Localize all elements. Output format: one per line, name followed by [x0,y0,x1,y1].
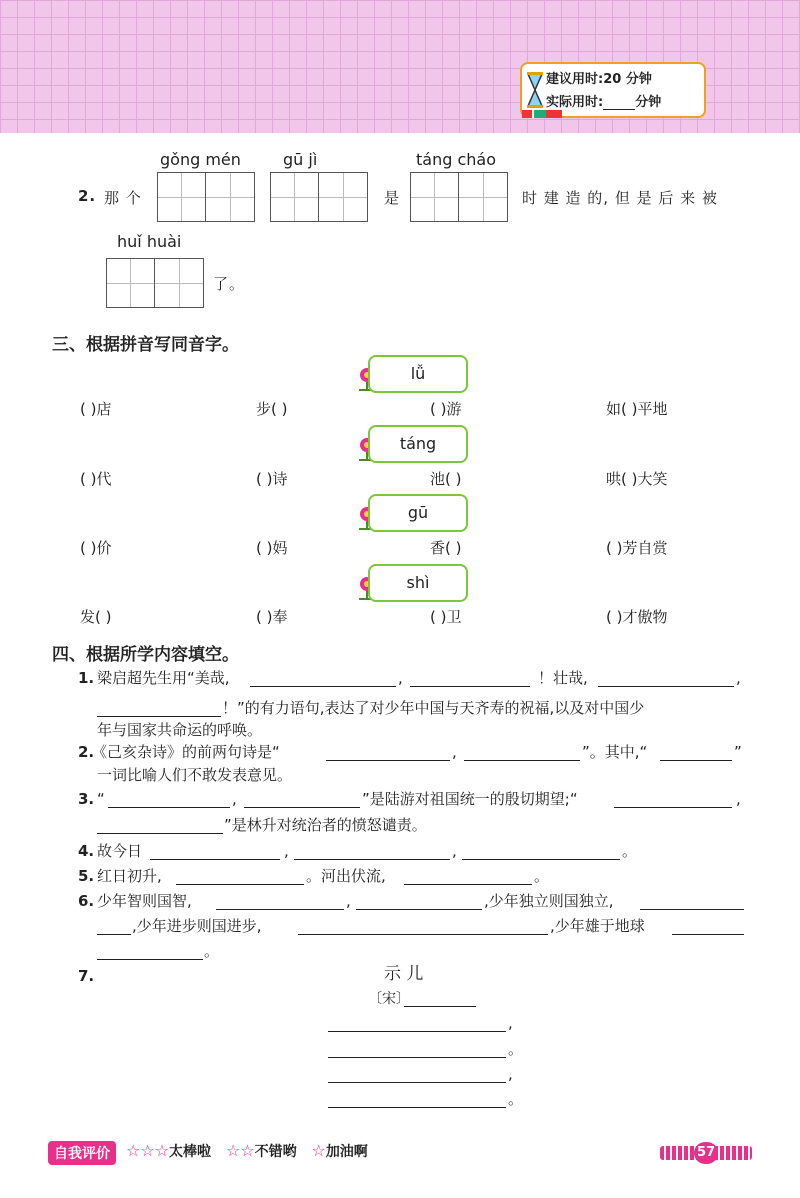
tongyin-item[interactable]: 香( ) [430,539,462,557]
tongyin-item[interactable]: ( )妈 [256,539,288,557]
poem-dynasty: 〔宋〕 [368,991,410,1007]
pinyin-gongmen: gǒng mén [160,150,241,169]
q4-1-text-a: 梁启超先生用“美哉, [97,669,230,687]
q4-2-text-d: 一词比喻人们不敢发表意见。 [97,766,293,784]
answer-blank[interactable] [97,715,221,717]
answer-blank[interactable] [404,883,532,885]
comma: , [452,743,457,761]
q4-2-number: 2. [78,743,95,761]
answer-blank[interactable] [614,806,732,808]
poem-line-blank[interactable] [328,1030,506,1032]
section4-title: 四、根据所学内容填空。 [52,645,239,665]
suggested-time: 建议用时:20 分钟 [546,72,652,87]
tongyin-item[interactable]: 如( )平地 [606,400,668,418]
answer-blank[interactable] [108,806,230,808]
q4-5-text-b: 。河出伏流, [306,867,386,885]
q4-6-text-a: 少年智则国智, [97,892,192,910]
answer-blank[interactable] [250,685,396,687]
answer-blank[interactable] [598,685,734,687]
tongyin-item[interactable]: 哄( )大笑 [606,470,668,488]
answer-blank[interactable] [672,933,744,935]
hourglass-icon [526,72,544,108]
answer-grid-huihuai[interactable] [106,258,204,308]
answer-blank[interactable] [326,759,450,761]
tongyin-item[interactable]: ( )代 [80,470,112,488]
q4-6-number: 6. [78,892,95,910]
comma: , [398,669,403,687]
q4-4-text-a: 故今日 [97,842,143,860]
q2-tail: 了。 [213,275,246,293]
tongyin-item[interactable]: 池( ) [430,470,462,488]
comma: , [736,790,741,808]
period: 。 [204,942,220,960]
comma: , [736,669,741,687]
pinyin-box-shi: shì [368,564,468,602]
period: 。 [534,867,550,885]
q2-text-end: 时 建 造 的, 但 是 后 来 被 [522,189,718,207]
comma: , [232,790,237,808]
answer-blank[interactable] [660,759,732,761]
q4-3-text-a: “ [97,790,105,808]
q2-text-start: 那 个 [104,189,142,207]
answer-blank[interactable] [216,908,344,910]
q2-mid: 是 [384,189,401,207]
answer-blank[interactable] [410,685,530,687]
answer-blank[interactable] [97,933,131,935]
section3-title: 三、根据拼音写同音字。 [52,335,239,355]
answer-blank[interactable] [294,858,450,860]
answer-blank[interactable] [356,908,482,910]
tongyin-item[interactable]: ( )奉 [256,608,288,626]
poem-title: 示 儿 [384,964,424,984]
q4-2-text-c: ” [734,743,742,761]
comma: , [452,842,457,860]
q4-3-number: 3. [78,790,95,808]
pinyin-tangchao: táng cháo [416,150,496,169]
q4-4-number: 4. [78,842,95,860]
answer-grid-tangchao[interactable] [410,172,508,222]
pinyin-guji: gū jì [283,150,318,169]
comma: , [508,1014,513,1032]
q4-6-text-c: ,少年进步则国进步, [132,917,262,935]
star-icon[interactable]: ☆ [311,1141,326,1160]
q4-1-text-d: 年与国家共命运的呼唤。 [97,721,263,739]
self-eval-tag: 自我评价 [48,1141,116,1165]
pinyin-huihuai: huǐ huài [117,232,182,251]
page-number: 57 [694,1142,718,1164]
star-icon[interactable]: ☆☆ [225,1141,255,1160]
q4-6-text-d: ,少年雄于地球 [550,917,645,935]
poem-line-blank[interactable] [328,1106,506,1108]
comma: , [346,892,351,910]
q4-5-text-a: 红日初升, [97,867,162,885]
tongyin-item[interactable]: ( )店 [80,400,112,418]
pinyin-box-tang: táng [368,425,468,463]
star-icon[interactable]: ☆☆☆ [126,1141,170,1160]
tongyin-item[interactable]: 步( ) [256,400,288,418]
poem-author-blank[interactable] [404,1005,476,1007]
poem-line-blank[interactable] [328,1056,506,1058]
poem-line-blank[interactable] [328,1081,506,1083]
q4-3-text-b: ”是陆游对祖国统一的殷切期望;“ [362,790,578,808]
answer-blank[interactable] [462,858,620,860]
q4-2-text-b: ”。其中,“ [582,743,648,761]
tongyin-item[interactable]: ( )游 [430,400,462,418]
tongyin-item[interactable]: ( )诗 [256,470,288,488]
period: 。 [508,1090,524,1108]
answer-blank[interactable] [464,759,580,761]
pinyin-box-gu: gū [368,494,468,532]
answer-blank[interactable] [298,933,548,935]
answer-grid-guji[interactable] [270,172,368,222]
q4-1-number: 1. [78,669,95,687]
tongyin-item[interactable]: ( )卫 [430,608,462,626]
q4-1-text-b: ！壮哉, [538,669,588,687]
actual-time: 实际用时: 分钟 [546,95,662,110]
q4-6-text-b: ,少年独立则国独立, [484,892,614,910]
tongyin-item[interactable]: 发( ) [80,608,112,626]
answer-blank[interactable] [640,908,744,910]
self-eval-options: ☆☆☆太棒啦 ☆☆不错哟 ☆加油啊 [126,1141,368,1160]
answer-blank[interactable] [150,858,280,860]
answer-blank[interactable] [244,806,360,808]
answer-blank[interactable] [97,832,223,834]
q4-7-number: 7. [78,967,95,985]
actual-time-blank[interactable] [603,95,635,110]
books-icon [522,110,562,118]
q4-3-text-c: ”是林升对统治者的愤怒谴责。 [224,816,427,834]
comma: , [284,842,289,860]
tongyin-item[interactable]: ( )才傲物 [606,608,668,626]
pinyin-box-lv: lǚ [368,355,468,393]
period: 。 [508,1040,524,1058]
period: 。 [622,842,638,860]
answer-blank[interactable] [176,883,304,885]
q4-1-text-c: ！”的有力语句,表达了对少年中国与天齐寿的祝福,以及对中国少 [222,699,645,717]
answer-grid-gongmen[interactable] [157,172,255,222]
q4-5-number: 5. [78,867,95,885]
tongyin-item[interactable]: ( )芳自赏 [606,539,668,557]
answer-blank[interactable] [97,958,203,960]
q4-2-text-a: 《己亥杂诗》的前两句诗是“ [92,743,280,761]
comma: , [508,1065,513,1083]
tongyin-item[interactable]: ( )价 [80,539,112,557]
page-number-badge [660,1142,752,1164]
q2-number: 2. [78,187,97,205]
